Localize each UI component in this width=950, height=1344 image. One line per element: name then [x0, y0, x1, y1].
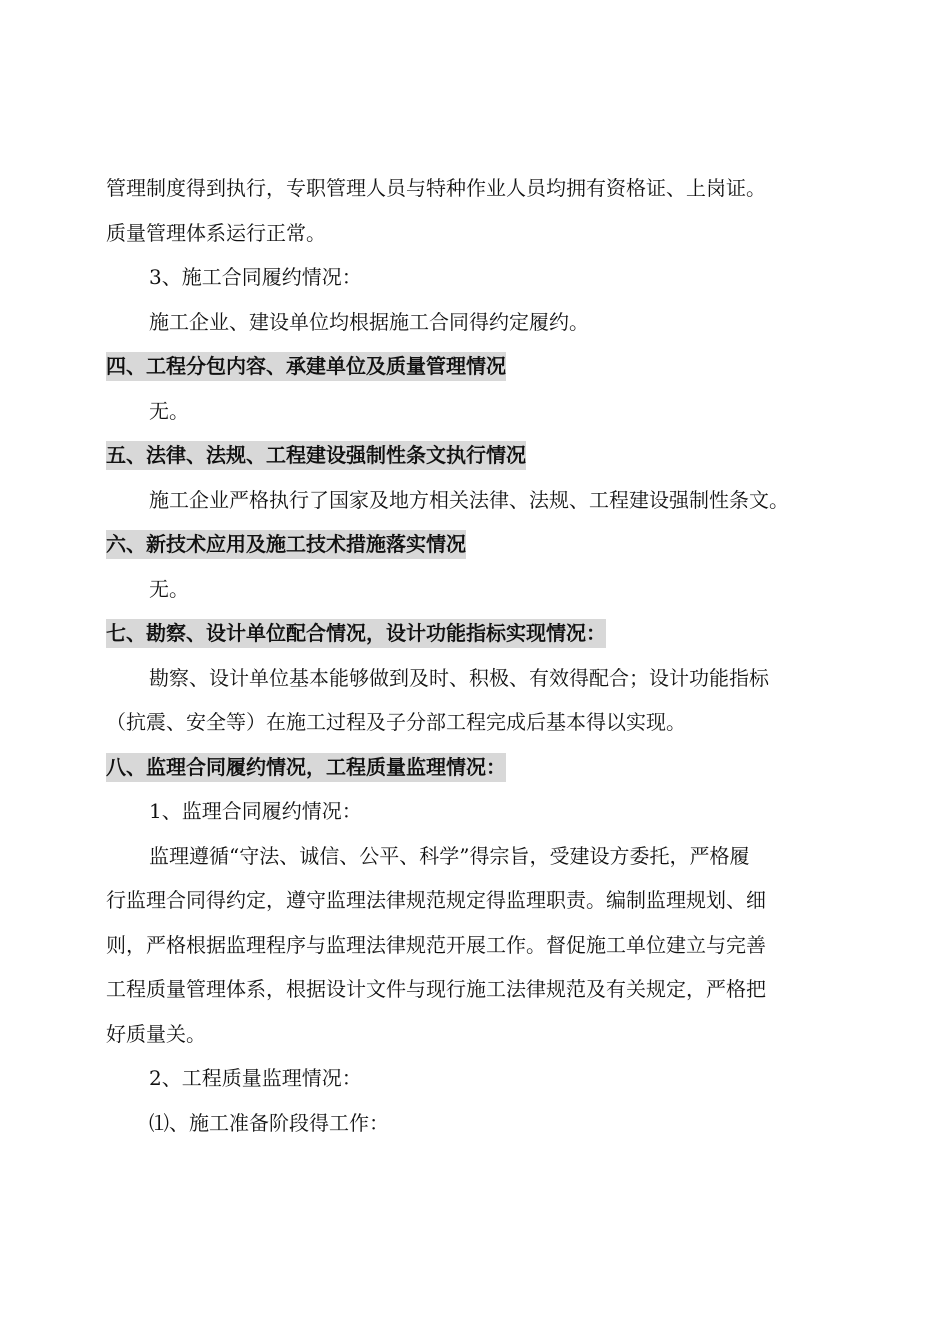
heading-text: 五、法律、法规、工程建设强制性条文执行情况: [106, 441, 526, 470]
section-heading-5: [106, 433, 858, 478]
paragraph-line: 工程质量管理体系，根据设计文件与现行施工法律规范及有关规定，严格把: [106, 977, 766, 1001]
document-body: [106, 166, 858, 1145]
paragraph-line: 管理制度得到执行，专职管理人员与特种作业人员均拥有资格证、上岗证。: [106, 176, 766, 200]
section-heading-4: [106, 344, 858, 389]
subsection-label: 2、工程质量监理情况：: [149, 1066, 362, 1090]
paragraph-line: 则，严格根据监理程序与监理法律规范开展工作。督促施工单位建立与完善: [106, 932, 766, 957]
subsection-label: ⑴、施工准备阶段得工作：: [149, 1110, 389, 1135]
paragraph-line: 无。: [149, 398, 189, 423]
section-heading-6: [106, 522, 858, 567]
paragraph-line: 施工企业严格执行了国家及地方相关法律、法规、工程建设强制性条文。: [149, 487, 789, 512]
subsection-label: 3、施工合同履约情况：: [149, 265, 362, 289]
paragraph-line: 行监理合同得约定，遵守监理法律规范规定得监理职责。编制监理规划、细: [106, 888, 766, 912]
section-heading-7: [106, 611, 858, 656]
subsection-label: 1、监理合同履约情况：: [149, 799, 362, 823]
heading-text: 七、勘察、设计单位配合情况，设计功能指标实现情况：: [106, 619, 606, 648]
heading-text: 八、监理合同履约情况，工程质量监理情况：: [106, 753, 506, 782]
paragraph-line: 无。: [149, 576, 189, 601]
paragraph-line: 监理遵循“守法、诚信、公平、科学”得宗旨，受建设方委托，严格履: [149, 843, 750, 868]
paragraph-line: 勘察、设计单位基本能够做到及时、积极、有效得配合；设计功能指标: [149, 665, 769, 690]
paragraph-line: 好质量关。: [106, 1021, 206, 1046]
paragraph-line: （抗震、安全等）在施工过程及子分部工程完成后基本得以实现。: [106, 710, 686, 734]
section-heading-8: [106, 745, 858, 790]
heading-text: 六、新技术应用及施工技术措施落实情况: [106, 530, 466, 559]
paragraph-line: 施工企业、建设单位均根据施工合同得约定履约。: [149, 309, 589, 334]
heading-text: 四、工程分包内容、承建单位及质量管理情况: [106, 352, 506, 381]
paragraph-line: 质量管理体系运行正常。: [106, 220, 326, 245]
